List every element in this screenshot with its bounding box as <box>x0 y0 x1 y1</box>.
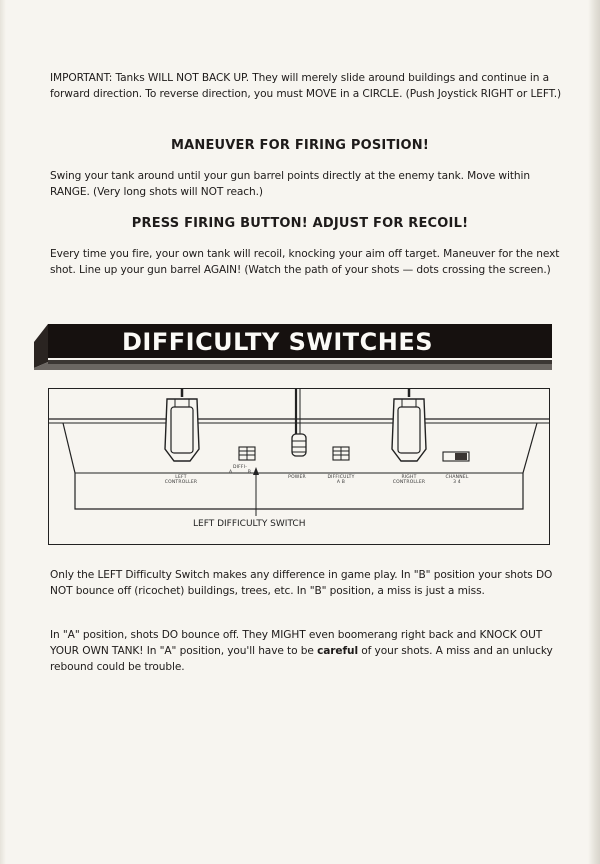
a-position-text-after: of your shots. A miss and an unlucky rebound could be trouble. <box>50 645 553 673</box>
a-position-paragraph <box>50 627 565 675</box>
label-difficulty-left-ab <box>229 470 251 475</box>
label-left-controller <box>161 475 201 485</box>
label-difficulty-right-line2: A B <box>336 480 346 485</box>
diagram-caption: LEFT DIFFICULTY SWITCH <box>193 519 306 529</box>
label-difficulty-left-b: B <box>247 470 251 475</box>
label-power: POWER <box>288 475 306 480</box>
label-difficulty-right <box>321 475 361 485</box>
maneuver-heading: MANEUVER FOR FIRING POSITION! <box>170 138 430 153</box>
press-paragraph: Every time you fire, your own tank will recoil, knocking your aim off target. Maneuver for the next shot. Line up your gun barrel AGAIN! (Watch the path of your shots — dots crossing the screen.) <box>50 248 560 276</box>
label-left-controller-line1: LEFT <box>175 475 187 480</box>
channel-switch <box>443 452 469 461</box>
maneuver-paragraph: Swing your tank around until your gun barrel points directly at the enemy tank. Move within RANGE. (Very long shots will NOT reach.) <box>50 170 530 198</box>
right-controller-plug <box>392 389 426 461</box>
label-channel-line2: 3 4 <box>453 480 461 485</box>
label-right-controller-line2: CONTROLLER <box>392 480 426 485</box>
label-right-controller <box>389 475 429 485</box>
left-difficulty-switch <box>239 447 255 460</box>
banner-title: DIFFICULTY SWITCHES <box>122 328 434 356</box>
left-controller-plug <box>165 389 199 461</box>
label-difficulty-left-a: A <box>229 470 233 475</box>
label-channel <box>437 475 477 485</box>
important-paragraph: IMPORTANT: Tanks WILL NOT BACK UP. They will merely slide around buildings and continue in a forward direction. To reverse direction, you must MOVE in a CIRCLE. (Push Joystick RIGHT or LEFT.) <box>50 72 562 100</box>
label-difficulty-right-line1: DIFFICULTY <box>327 475 355 480</box>
page-shadow-left <box>0 0 6 864</box>
a-position-bold-word: careful <box>317 645 358 657</box>
only-left-paragraph: Only the LEFT Difficulty Switch makes any difference in game play. In "B" position your shots DO NOT bounce off (ricochet) buildings, trees, etc. In "B" position, a miss is just a miss. <box>50 569 553 597</box>
label-channel-line1: CHANNEL <box>445 475 469 480</box>
press-heading: PRESS FIRING BUTTON! ADJUST FOR RECOIL! <box>131 216 469 231</box>
label-difficulty-left-line1: DIFFI- <box>232 465 248 470</box>
page-shadow-right <box>588 0 600 864</box>
a-position-text-before: In "A" position, shots DO bounce off. They MIGHT even boomerang right back and KNOCK OUT YOUR OWN TANK! In "A" position, you'll have to be <box>50 629 543 657</box>
right-difficulty-switch <box>333 447 349 460</box>
label-difficulty-left <box>229 465 251 475</box>
label-left-controller-line2: CONTROLLER <box>164 480 198 485</box>
label-right-controller-line1: RIGHT <box>401 475 417 480</box>
